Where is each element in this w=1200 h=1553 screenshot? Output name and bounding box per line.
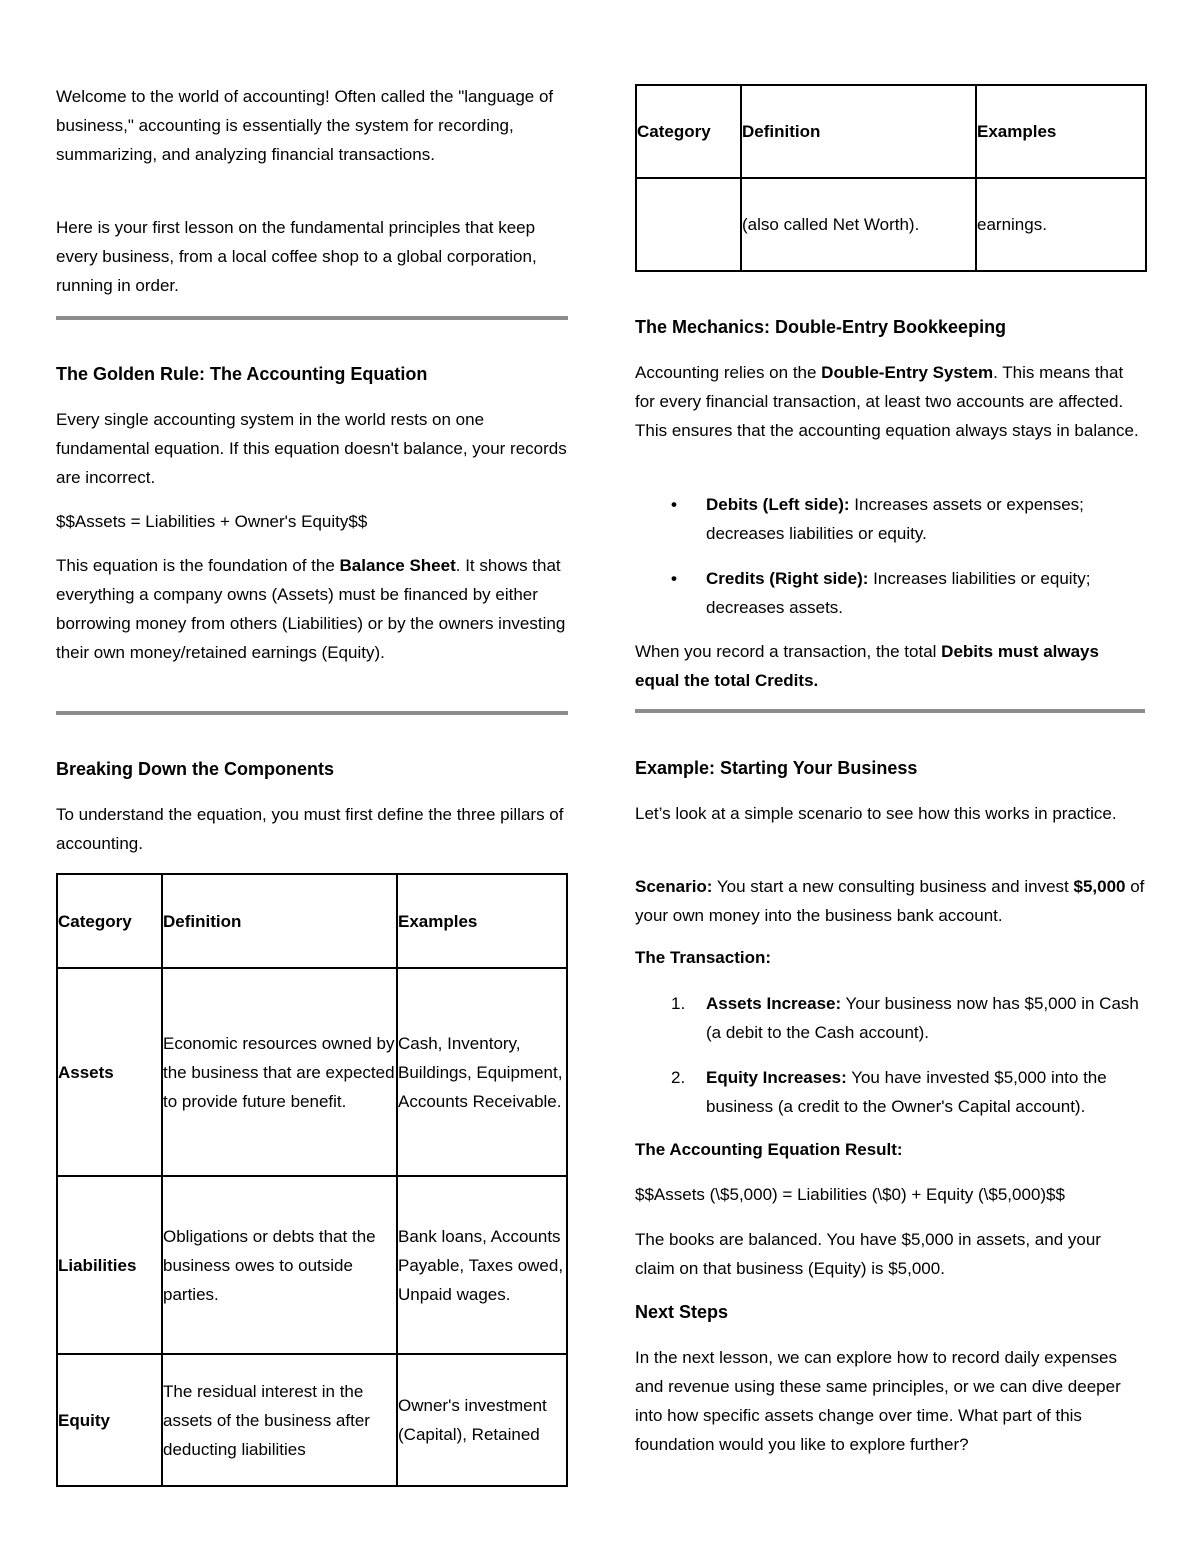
- step-text: Your business now has $5,000 in Cash (a debit to the Cash account).: [706, 994, 1139, 1042]
- table-row: [636, 178, 1146, 271]
- section-divider: [56, 711, 568, 715]
- debits-credits-rule: Debits must always equal the total Credits.: [635, 642, 1099, 690]
- mechanics-paragraph: [635, 358, 1145, 445]
- components-paragraph: To understand the equation, you must first define the three pillars of accounting.: [56, 805, 564, 853]
- list-item-label: Credits (Right side):: [706, 569, 869, 588]
- list-item: [635, 989, 1145, 1047]
- debits-credits-text: When you record a transaction, the total: [635, 642, 942, 661]
- bullet-marker: •: [671, 569, 677, 588]
- list-item-label: Debits (Left side):: [706, 495, 850, 514]
- balance-sheet-term: Balance Sheet: [339, 556, 456, 575]
- intro-paragraph-1: Welcome to the world of accounting! Often called the "language of business," accounting is essentially the system for recording, summarizing, and analyzing financial transactions.: [56, 87, 554, 164]
- mechanics-text-b: . This means that for every financial transaction, at least two accounts are affected. This ensures that the accounting equation always stays in balance.: [635, 363, 1139, 440]
- table-header-definition: Definition: [162, 874, 397, 968]
- scenario-paragraph: [635, 872, 1145, 930]
- balance-sheet-text-a: This equation is the foundation of the: [56, 556, 340, 575]
- pillars-table-continued: [635, 84, 1147, 272]
- table-row: [57, 1354, 567, 1486]
- transaction-heading: The Transaction:: [635, 948, 772, 967]
- table-header-category: Category: [636, 85, 741, 178]
- table-header-definition: Definition: [741, 85, 976, 178]
- result-paragraph: The books are balanced. You have $5,000 in assets, and your claim on that business (Equity) is $5,000.: [635, 1230, 1101, 1278]
- result-heading: The Accounting Equation Result:: [635, 1140, 903, 1159]
- accounting-equation: $$Assets = Liabilities + Owner's Equity$$: [56, 512, 368, 531]
- debits-credits-paragraph: [635, 637, 1145, 695]
- list-item: [635, 1063, 1145, 1121]
- bullet-marker: •: [671, 495, 677, 514]
- table-cell-category: Assets: [57, 968, 162, 1176]
- components-heading: Breaking Down the Components: [56, 759, 335, 779]
- table-header-row: [57, 874, 567, 968]
- table-cell-category: [636, 178, 741, 271]
- scenario-amount: $5,000: [1073, 877, 1126, 896]
- table-header-examples: Examples: [976, 85, 1146, 178]
- list-item: [635, 490, 1145, 548]
- table-cell-category: Equity: [57, 1354, 162, 1486]
- table-cell-examples: Bank loans, Accounts Payable, Taxes owed, Unpaid wages.: [397, 1176, 567, 1354]
- table-cell-examples: earnings.: [976, 178, 1146, 271]
- example-intro: Let’s look at a simple scenario to see how this works in practice.: [635, 804, 1117, 823]
- scenario-text-b: of your own money into the business bank account.: [635, 877, 1145, 925]
- table-cell-definition: (also called Net Worth).: [741, 178, 976, 271]
- mechanics-heading: The Mechanics: Double-Entry Bookkeeping: [635, 317, 1007, 337]
- step-label: Assets Increase:: [706, 994, 842, 1013]
- step-text: You have invested $5,000 into the business (a credit to the Owner's Capital account).: [706, 1068, 1107, 1116]
- section-divider: [56, 316, 568, 320]
- next-steps-heading: Next Steps: [635, 1302, 729, 1322]
- table-cell-definition: The residual interest in the assets of the business after deducting liabilities: [162, 1354, 397, 1486]
- mechanics-text-a: Accounting relies on the: [635, 363, 822, 382]
- step-label: Equity Increases:: [706, 1068, 847, 1087]
- double-entry-term: Double-Entry System: [821, 363, 994, 382]
- table-cell-category: Liabilities: [57, 1176, 162, 1354]
- transaction-steps: [635, 989, 1145, 1137]
- table-cell-definition: Economic resources owned by the business that are expected to provide future benefit.: [162, 968, 397, 1176]
- debit-credit-list: [635, 490, 1145, 638]
- pillars-table: [56, 873, 568, 1487]
- scenario-text-a: You start a new consulting business and invest: [712, 877, 1074, 896]
- table-row: [57, 968, 567, 1176]
- table-row: [57, 1176, 567, 1354]
- step-number: 2.: [671, 1068, 686, 1087]
- golden-rule-heading: The Golden Rule: The Accounting Equation: [56, 364, 428, 384]
- intro-paragraph-2: Here is your first lesson on the fundamental principles that keep every business, from a local coffee shop to a global corporation, running in order.: [56, 218, 537, 295]
- step-number: 1.: [671, 994, 686, 1013]
- scenario-label: Scenario:: [635, 877, 713, 896]
- list-item: [635, 564, 1145, 622]
- result-equation: $$Assets (\$5,000) = Liabilities (\$0) + Equity (\$5,000)$$: [635, 1185, 1065, 1204]
- table-header-examples: Examples: [397, 874, 567, 968]
- balance-sheet-paragraph: [56, 551, 568, 667]
- section-divider: [635, 709, 1145, 713]
- table-cell-definition: Obligations or debts that the business owes to outside parties.: [162, 1176, 397, 1354]
- list-item-text: Increases assets or expenses; decreases liabilities or equity.: [706, 495, 1084, 543]
- table-header-category: Category: [57, 874, 162, 968]
- balance-sheet-text-b: . It shows that everything a company owns (Assets) must be financed by either borrowing money from others (Liabilities) or by the owners investing their own money/retained earnings (Equity).: [56, 556, 566, 662]
- table-cell-examples: Cash, Inventory, Buildings, Equipment, Accounts Receivable.: [397, 968, 567, 1176]
- next-steps-paragraph: In the next lesson, we can explore how to record daily expenses and revenue using these same principles, or we can dive deeper into how specific assets change over time. What part of this foundation would you like to explore further?: [635, 1348, 1121, 1454]
- table-cell-examples: Owner's investment (Capital), Retained: [397, 1354, 567, 1486]
- table-header-row: [636, 85, 1146, 178]
- example-heading: Example: Starting Your Business: [635, 758, 918, 778]
- golden-rule-paragraph: Every single accounting system in the world rests on one fundamental equation. If this equation doesn't balance, your records are incorrect.: [56, 410, 567, 487]
- list-item-text: Increases liabilities or equity; decreases assets.: [706, 569, 1091, 617]
